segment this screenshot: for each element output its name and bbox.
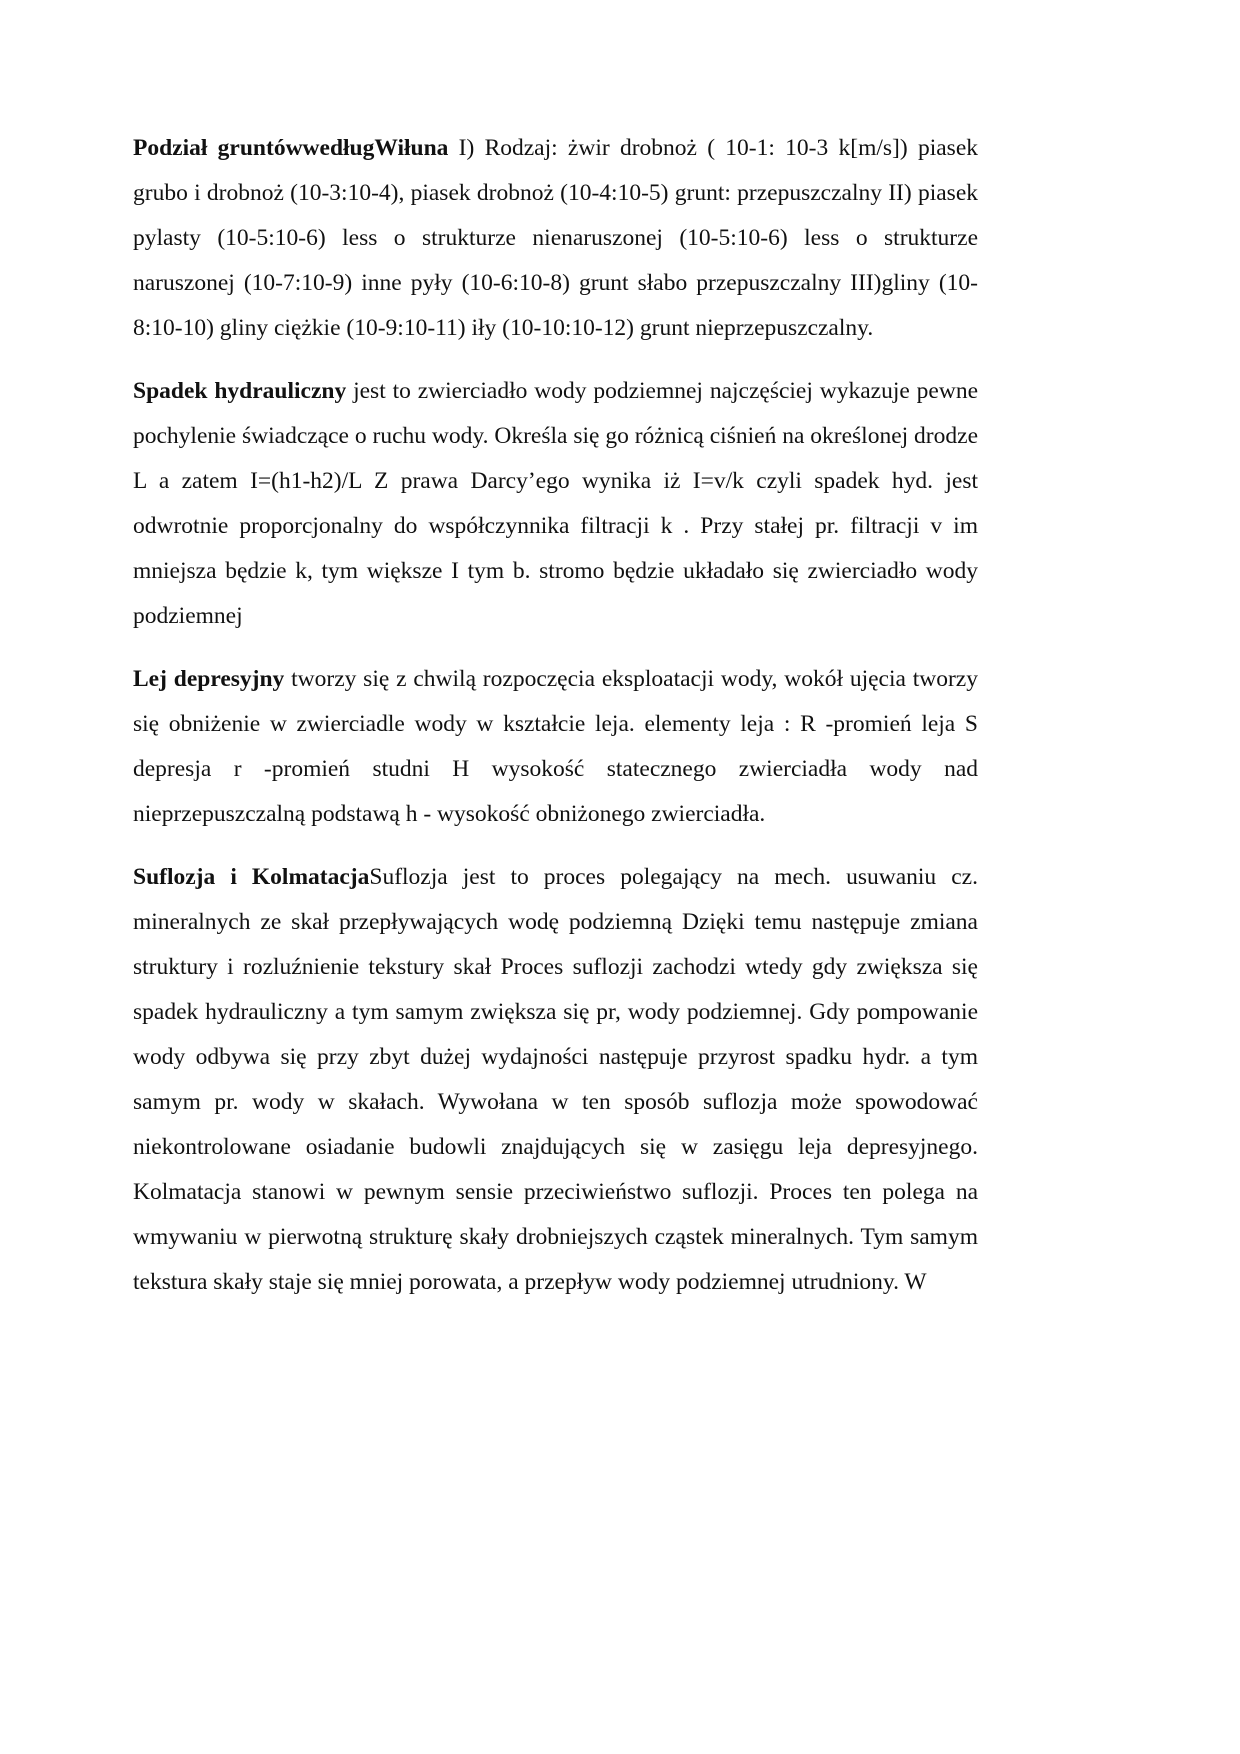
paragraph-heading: Spadek hydrauliczny [133,378,347,404]
paragraph-text: jest to zwierciadło wody podziemnej najczęściej wykazuje pewne pochylenie świadczące o ruchu wody. Określa się go różnicą ciśnień na określonej drodze L a zatem I=(h1-h2)/L Z prawa Darcy’ego wynika iż I=v/k czyli spadek hyd. jest odwrotnie proporcjonalny do współczynnika filtracji k . Przy stałej pr. filtracji v im mniejsza będzie k, tym większe I tym b. stromo będzie układało się zwierciadło wody podziemnej [133,378,978,629]
paragraph-hydraulic-gradient [133,369,978,639]
paragraph-text: I) Rodzaj: żwir drobnoż ( 10-1: 10-3 k[m/s]) piasek grubo i drobnoż (10-3:10-4), piasek drobnoż (10-4:10-5) grunt: przepuszczalny II) piasek pylasty (10-5:10-6) less o strukturze nienaruszonej (10-5:10-6) less o strukturze naruszonej (10-7:10-9) inne pyły (10-6:10-8) grunt słabo przepuszczalny III)gliny (10-8:10-10) gliny ciężkie (10-9:10-11) iły (10-10:10-12) grunt nieprzepuszczalny. [133,135,978,341]
paragraph-text: Suflozja jest to proces polegający na mech. usuwaniu cz. mineralnych ze skał przepływających wodę podziemną Dzięki temu następuje zmiana struktury i rozluźnienie tekstury skał Proces suflozji zachodzi wtedy gdy zwiększa się spadek hydrauliczny a tym samym zwiększa się pr, wody podziemnej. Gdy pompowanie wody odbywa się przy zbyt dużej wydajności następuje przyrost spadku hydr. a tym samym pr. wody w skałach. Wywołana w ten sposób suflozja może spowodować niekontrolowane osiadanie budowli znajdujących się w zasięgu leja depresyjnego. Kolmatacja stanowi w pewnym sensie przeciwieństwo suflozji. Proces ten polega na wmywaniu w pierwotną strukturę skały drobniejszych cząstek mineralnych. Tym samym tekstura skały staje się mniej porowata, a przepływ wody podziemnej utrudniony. W [133,864,978,1295]
document-page [133,126,978,1323]
paragraph-text: tworzy się z chwilą rozpoczęcia eksploatacji wody, wokół ujęcia tworzy się obniżenie w zwierciadle wody w kształcie leja. elementy leja : R -promień leja S depresja r -promień studni H wysokość statecznego zwierciadła wody nad nieprzepuszczalną podstawą h - wysokość obniżonego zwierciadła. [133,666,978,827]
paragraph-heading: Lej depresyjny [133,666,285,692]
paragraph-depression-cone [133,657,978,837]
paragraph-heading: Suflozja i Kolmatacja [133,864,370,890]
paragraph-suffosion-colmatation [133,855,978,1305]
paragraph-soil-classification [133,126,978,351]
paragraph-heading: Podział gruntówwedługWiłuna [133,135,449,161]
